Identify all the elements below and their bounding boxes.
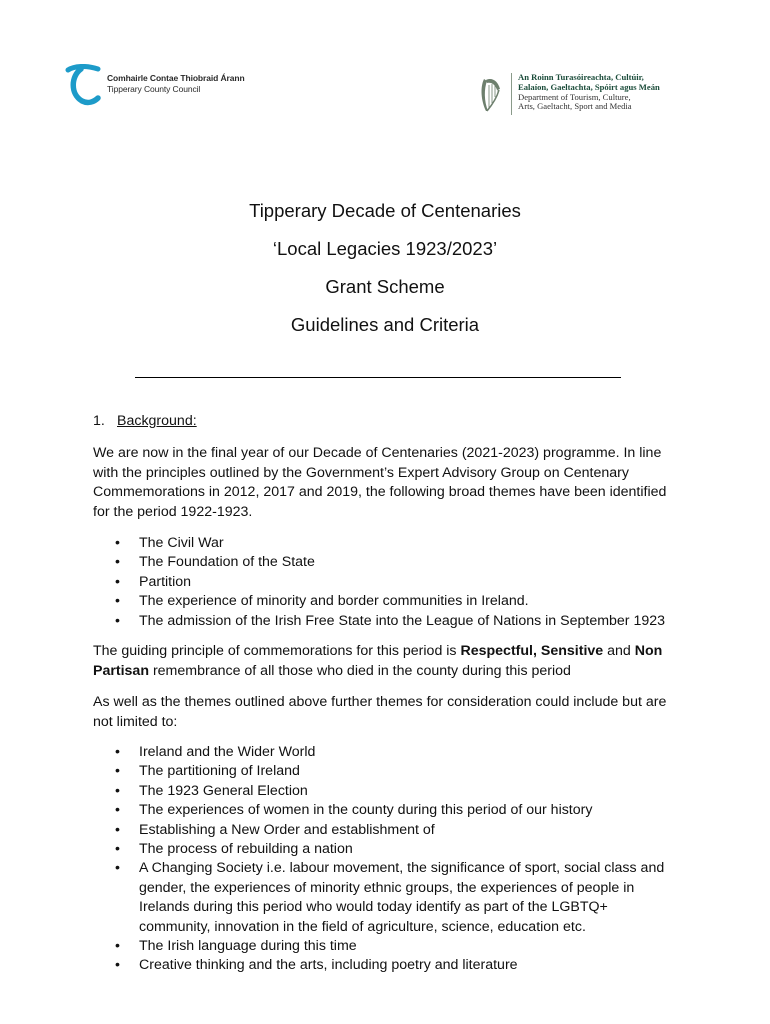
intro-line: We are now in the final year of our Decade of Centenaries (2021-2023) programme. In line — [93, 445, 662, 461]
department-name-irish-line1: An Roinn Turasóireachta, Cultúir, — [518, 72, 644, 82]
principle-text: remembrance of all those who died in the county during this period — [149, 662, 571, 679]
principle-paragraph — [93, 642, 725, 681]
list-item-text: Establishing a New Order and establishment of — [139, 821, 435, 838]
list-item-text: A Changing Society i.e. labour movement, the significance of sport, social class and — [139, 860, 665, 877]
list-item — [93, 937, 725, 956]
department-name-irish-line2: Ealaíon, Gaeltachta, Spóirt agus Meán — [518, 81, 660, 92]
list-item-text: community, innovation in the field of agriculture, science, education etc. — [139, 918, 586, 935]
scheme-title: Grant Scheme — [325, 276, 445, 297]
principle-line-2 — [93, 662, 725, 682]
further-paragraph — [93, 693, 725, 732]
list-item — [93, 553, 725, 572]
section-label: Background: — [117, 413, 197, 429]
section-number: 1. — [93, 413, 105, 429]
list-item-text: The 1923 General Election — [139, 782, 308, 799]
principle-text: The guiding principle of commemorations for this period is — [93, 643, 461, 659]
list-item-text: The Civil War — [139, 535, 224, 551]
list-item — [93, 743, 725, 762]
bullet: • — [115, 744, 120, 760]
bullet: • — [115, 860, 120, 877]
list-item — [93, 782, 725, 801]
list-item — [93, 612, 725, 631]
list-item — [93, 573, 725, 592]
council-logo — [64, 62, 264, 106]
list-item — [93, 534, 725, 553]
council-name-english: Tipperary County Council — [107, 84, 201, 94]
bullet: • — [115, 938, 120, 955]
list-item-text: The admission of the Irish Free State into the League of Nations in September 1923 — [139, 612, 666, 629]
council-logo-mark-icon — [64, 64, 104, 106]
bullet: • — [115, 763, 120, 780]
list-item-text: The partitioning of Ireland — [139, 763, 300, 780]
document-title: Tipperary Decade of Centenaries — [249, 200, 521, 221]
list-item — [93, 956, 725, 975]
themes-list — [93, 534, 725, 631]
title-separator — [135, 377, 621, 378]
list-item-text: gender, the experiences of minority ethnic groups, the experiences of people in — [139, 879, 635, 896]
list-item-text: The experience of minority and border communities in Ireland. — [139, 593, 529, 610]
intro-paragraph — [93, 444, 725, 522]
bullet: • — [115, 612, 120, 629]
bullet: • — [115, 535, 120, 551]
list-item-text: Partition — [139, 573, 192, 590]
principle-line-1 — [93, 642, 725, 662]
further-themes-list — [93, 743, 725, 976]
bullet: • — [115, 957, 120, 974]
intro-line: Commemorations in 2012, 2017 and 2019, the following broad themes have been identified — [93, 484, 667, 501]
document-subtitle: ‘Local Legacies 1923/2023’ — [272, 238, 498, 259]
list-item-text: The Foundation of the State — [139, 554, 315, 571]
bullet: • — [115, 782, 120, 799]
list-item — [93, 592, 725, 611]
department-name-english-line1: Department of Tourism, Culture, — [518, 91, 631, 102]
logo-divider — [511, 73, 512, 115]
list-item-text: Creative thinking and the arts, including poetry and literature — [139, 957, 518, 974]
list-item-text: Ireland and the Wider World — [139, 744, 316, 760]
list-item — [93, 762, 725, 781]
harp-icon — [478, 75, 504, 115]
bullet: • — [115, 573, 120, 590]
bullet: • — [115, 821, 120, 838]
list-item-text: The process of rebuilding a nation — [139, 841, 353, 858]
further-line: not limited to: — [93, 713, 178, 730]
list-item-text: Irelands during this period who would today identify as part of the LGBTQ+ — [139, 899, 608, 916]
list-item — [93, 801, 725, 820]
council-name-irish: Comhairle Contae Thiobraid Árann — [107, 73, 245, 83]
principle-emphasis-1: Respectful, Sensitive — [460, 643, 604, 659]
department-name-english-line2: Arts, Gaeltacht, Sport and Media — [518, 101, 632, 112]
list-item — [93, 859, 725, 937]
bullet: • — [115, 554, 120, 571]
principle-emphasis-2: Non — [634, 643, 663, 659]
list-item-text: The Irish language during this time — [139, 938, 357, 955]
intro-line: with the principles outlined by the Government’s Expert Advisory Group on Centenary — [93, 464, 629, 481]
department-logo — [478, 73, 718, 117]
intro-line: for the period 1922-1923. — [93, 503, 253, 520]
bullet: • — [115, 802, 120, 819]
list-item — [93, 840, 725, 859]
further-line: As well as the themes outlined above further themes for consideration could include but are — [93, 694, 667, 710]
list-item-text: The experiences of women in the county during this period of our history — [139, 802, 593, 819]
section-heading — [93, 413, 197, 429]
principle-emphasis-3: Partisan — [93, 662, 149, 679]
list-item — [93, 821, 725, 840]
bullet: • — [115, 841, 120, 858]
guidelines-title: Guidelines and Criteria — [290, 314, 480, 335]
principle-text: and — [603, 643, 635, 659]
department-name — [518, 73, 660, 112]
bullet: • — [115, 593, 120, 610]
